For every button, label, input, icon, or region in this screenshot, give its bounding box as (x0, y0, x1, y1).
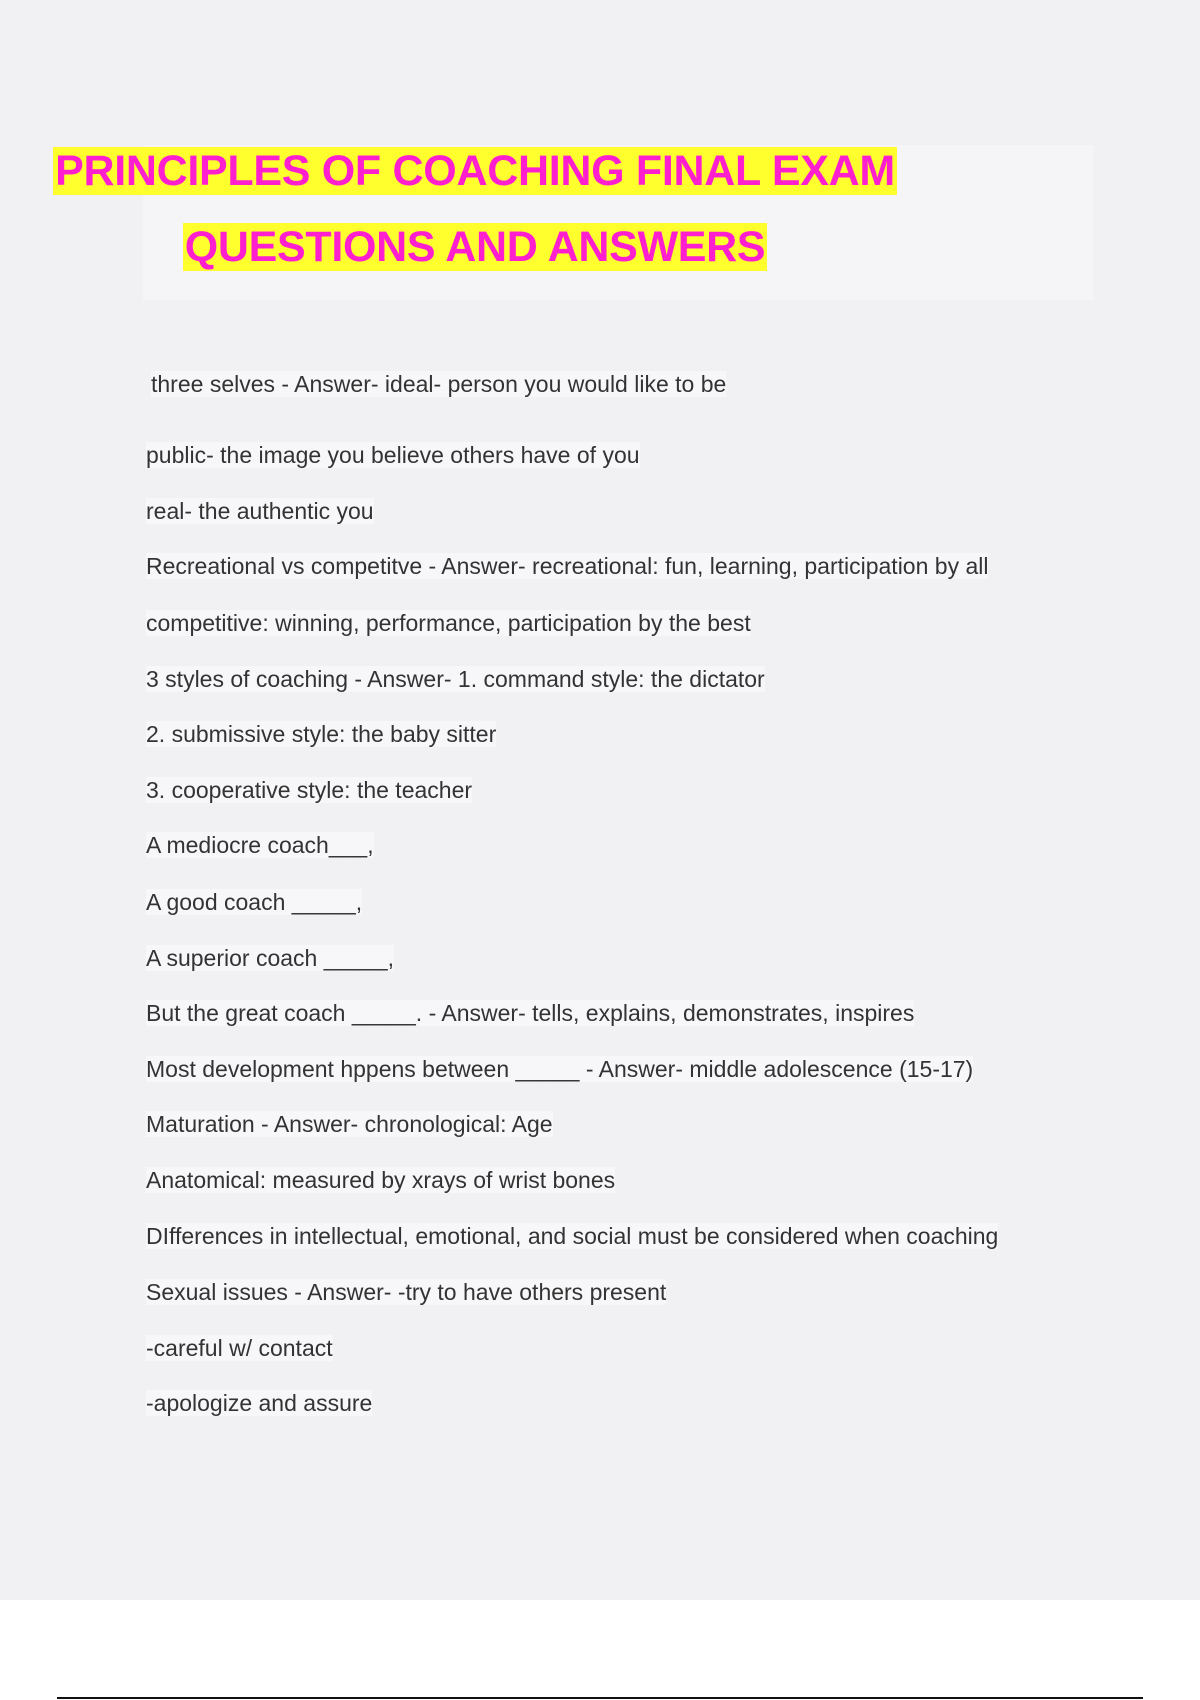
title-text-1: PRINCIPLES OF COACHING FINAL EXAM (55, 147, 895, 195)
title-text-2: QUESTIONS AND ANSWERS (184, 223, 766, 271)
text-line: Maturation - Answer- chronological: Age (146, 1111, 553, 1137)
text-line: Most development hppens between _____ - Answer- middle adolescence (15-17) (146, 1056, 974, 1082)
text-line: Sexual issues - Answer- -try to have others present (146, 1279, 667, 1305)
text-line: DIfferences in intellectual, emotional, and social must be considered when coaching (146, 1223, 999, 1249)
footer-divider (57, 1697, 1143, 1699)
text-line: 3. cooperative style: the teacher (146, 777, 473, 803)
text-line: Recreational vs competitve - Answer- recreational: fun, learning, participation by all (146, 553, 989, 579)
text-line: competitive: winning, performance, participation by the best (146, 610, 751, 636)
text-line: -careful w/ contact (146, 1335, 333, 1361)
document-title-line-1 (0, 146, 950, 196)
text-line: A good coach _____, (146, 889, 363, 915)
text-line: Anatomical: measured by xrays of wrist bones (146, 1167, 616, 1193)
text-line: public- the image you believe others have of you (146, 442, 640, 468)
text-line: But the great coach _____. - Answer- tells, explains, demonstrates, inspires (146, 1000, 915, 1026)
text-line: 3 styles of coaching - Answer- 1. command style: the dictator (146, 666, 765, 692)
document-title-line-2 (0, 222, 950, 272)
text-line: A mediocre coach___, (146, 832, 374, 858)
text-line: three selves - Answer- ideal- person you would like to be (151, 371, 727, 397)
text-line: A superior coach _____, (146, 945, 395, 971)
text-line: -apologize and assure (146, 1390, 373, 1416)
text-line: real- the authentic you (146, 498, 374, 524)
text-line: 2. submissive style: the baby sitter (146, 721, 497, 747)
